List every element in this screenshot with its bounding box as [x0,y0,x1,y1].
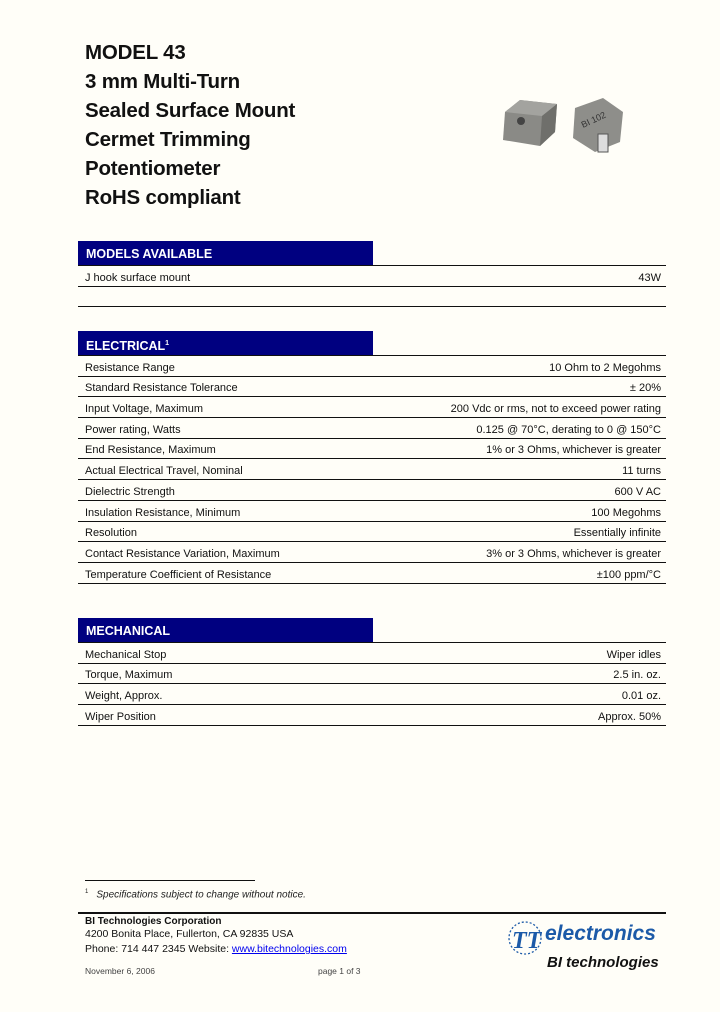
row-value: ± 20% [629,382,661,395]
company-name: BI Technologies Corporation [85,916,222,927]
table-row [78,705,666,726]
row-label: Power rating, Watts [85,423,181,436]
footnote-text: Specifications subject to change without notice. [96,889,306,901]
footnote-mark: 1 [85,889,89,895]
row-label: Weight, Approx. [85,690,163,703]
table-row [78,501,666,522]
header-text: ELECTRICAL [86,339,166,354]
svg-text:TT: TT [512,928,542,954]
row-label: Torque, Maximum [85,669,173,682]
table-row [78,480,666,501]
row-label: Actual Electrical Travel, Nominal [85,465,243,478]
footnote [85,889,306,900]
row-label: Mechanical Stop [85,648,167,661]
table-row [78,418,666,439]
table-row [78,459,666,480]
section-header: MECHANICAL [78,618,373,642]
table-row [78,563,666,584]
row-value: Essentially infinite [573,527,661,540]
row-value: 1% or 3 Ohms, whichever is greater [486,444,661,457]
mechanical-section [78,618,666,726]
section-header [78,331,373,355]
footnote-divider [85,880,255,881]
title-line: MODEL 43 [85,41,186,64]
table-row [78,684,666,705]
row-value: Approx. 50% [598,710,661,723]
row-value: Wiper idles [606,648,661,661]
company-address: 4200 Bonita Place, Fullerton, CA 92835 USA [85,928,294,940]
electrical-section [78,331,666,584]
row-value: 100 Megohms [591,506,661,519]
product-photo [495,90,655,155]
row-label: Temperature Coefficient of Resistance [85,568,272,581]
row-value: 200 Vdc or rms, not to exceed power rating [450,403,661,416]
table-row [78,522,666,543]
row-value: 0.125 @ 70°C, derating to 0 @ 150°C [476,423,661,436]
phone-text: Phone: 714 447 2345 Website: [85,943,232,955]
svg-text:BI 102: BI 102 [579,109,608,130]
row-label: Standard Resistance Tolerance [85,382,238,395]
row-value: 600 V AC [614,485,661,498]
row-value: 3% or 3 Ohms, whichever is greater [486,547,661,560]
title-line: 3 mm Multi-Turn [85,70,240,93]
table-row [78,542,666,563]
tt-logo-icon [505,918,545,958]
logo-electronics: electronics [545,922,656,945]
table-row [78,266,666,287]
logo-bi-technologies: BI technologies [547,954,659,971]
row-label: J hook surface mount [85,271,191,284]
contact-line [85,943,347,955]
page-number: page 1 of 3 [318,966,361,976]
row-value: 11 turns [622,465,661,478]
footnote-mark: 1 [165,340,170,347]
row-label: Dielectric Strength [85,485,175,498]
row-label: Wiper Position [85,710,156,723]
row-label: Contact Resistance Variation, Maximum [85,547,280,560]
row-label: End Resistance, Maximum [85,444,216,457]
website-link[interactable]: www.bitechnologies.com [231,943,347,955]
title-line: RoHS compliant [85,186,241,209]
section-header: MODELS AVAILABLE [78,241,373,265]
row-label: Resistance Range [85,361,175,374]
row-label: Input Voltage, Maximum [85,403,204,416]
footer-divider [78,912,666,914]
table-row [78,377,666,398]
title-line: Sealed Surface Mount [85,99,296,122]
row-value: 43W [638,271,661,284]
product-title [85,38,295,212]
title-line: Potentiometer [85,157,221,180]
row-value: 0.01 oz. [621,690,661,703]
table-row [78,664,666,685]
row-value: ±100 ppm/°C [596,568,661,581]
models-available-section [78,241,666,307]
row-label: Resolution [85,527,137,540]
table-row [78,356,666,377]
row-label: Insulation Resistance, Minimum [85,506,241,519]
tt-electronics-logo [505,916,665,976]
table-row [78,287,666,308]
row-value: 10 Ohm to 2 Megohms [549,361,661,374]
table-row [78,643,666,664]
row-value: 2.5 in. oz. [613,669,661,682]
title-line: Cermet Trimming [85,128,251,151]
table-row [78,397,666,418]
table-row [78,439,666,460]
date: November 6, 2006 [85,966,155,976]
